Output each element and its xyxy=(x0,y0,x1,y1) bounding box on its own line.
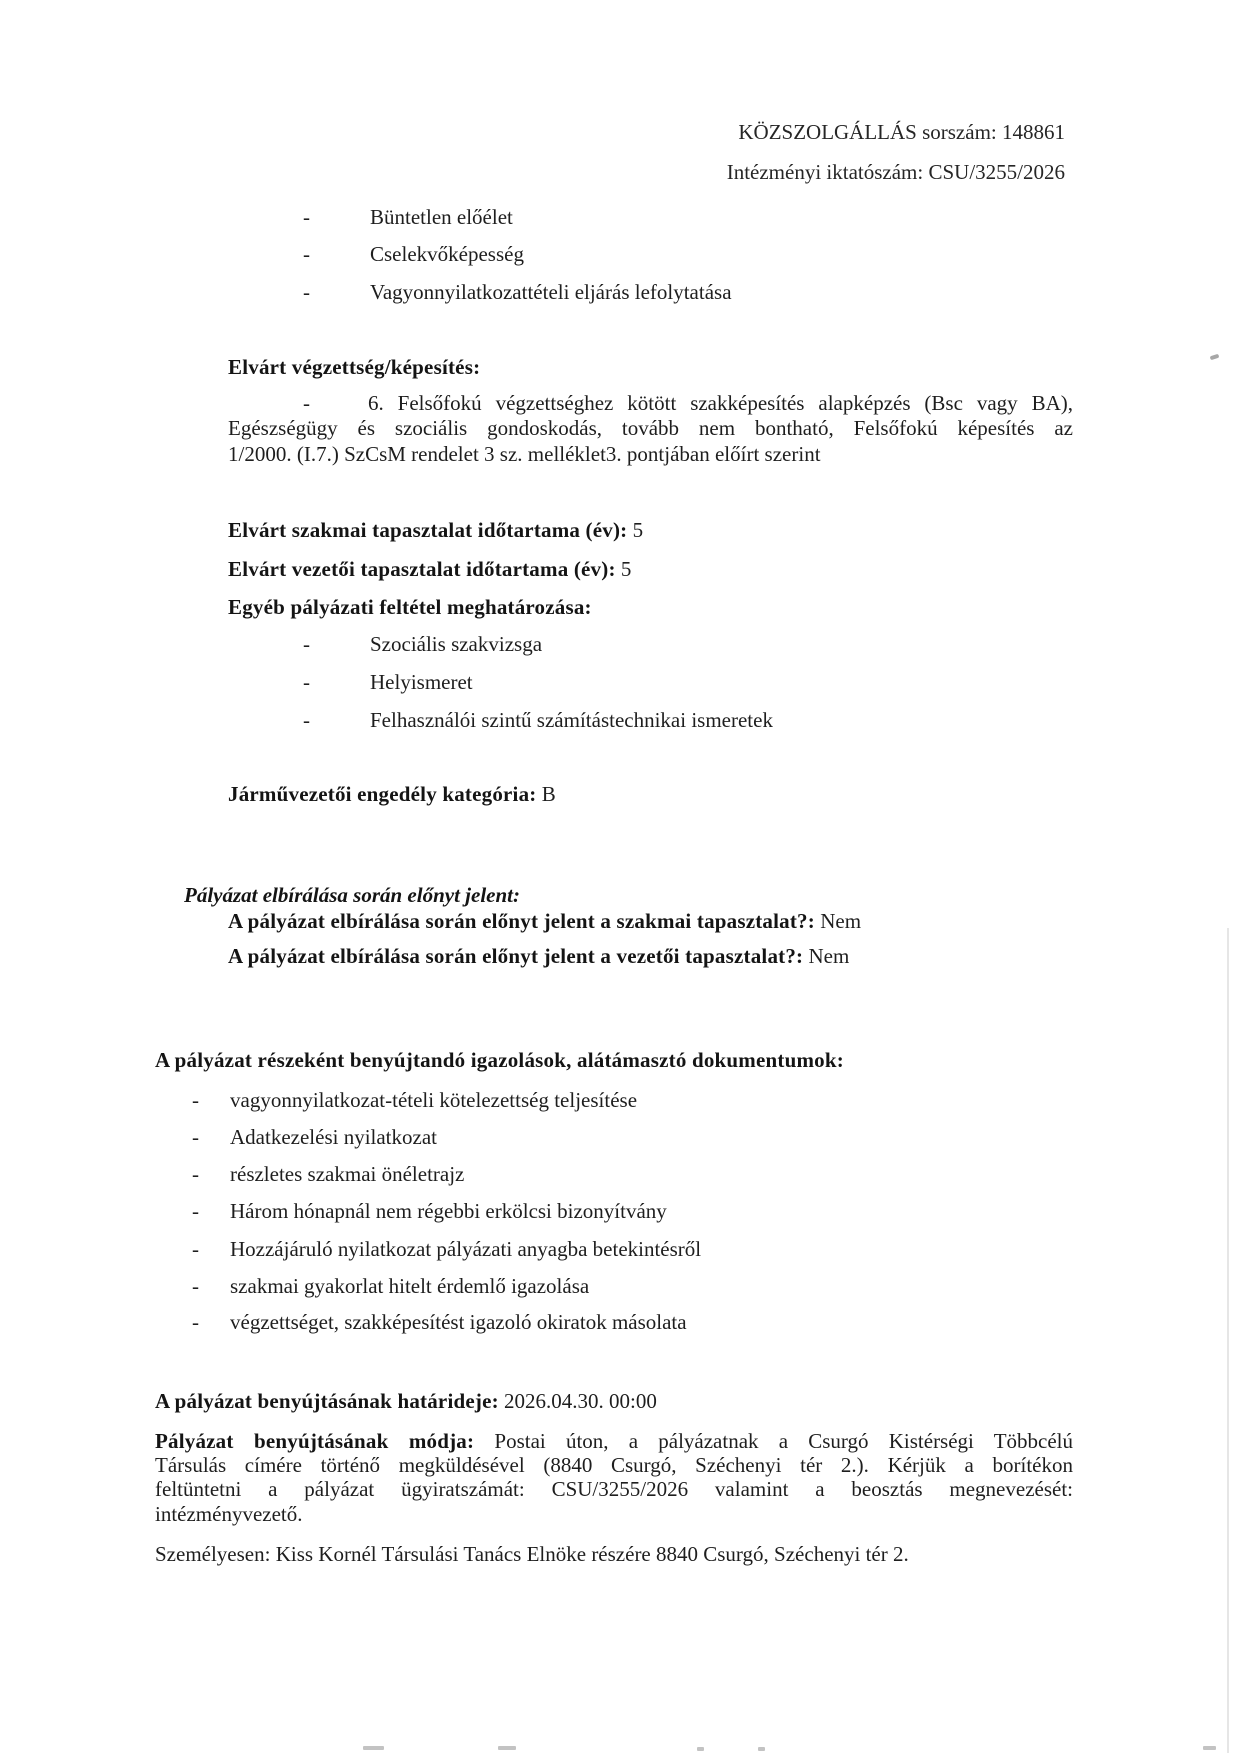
general-condition-text: Vagyonnyilatkozattételi eljárás lefolytatása xyxy=(370,280,732,304)
document-item xyxy=(192,1161,464,1187)
driving-licence-label: Járművezetői engedély kategória: xyxy=(228,782,537,806)
professional-experience-label: Elvárt szakmai tapasztalat időtartama (év): xyxy=(228,518,628,542)
deadline-value: 2026.04.30. 00:00 xyxy=(504,1389,657,1413)
document-item-text: szakmai gyakorlat hitelt érdemlő igazolása xyxy=(230,1274,590,1298)
driving-licence-line xyxy=(228,781,556,807)
bullet-dash: - xyxy=(192,1125,199,1149)
professional-experience-line xyxy=(228,517,643,543)
general-condition-text: Büntetlen előélet xyxy=(370,205,513,229)
submission-paragraph xyxy=(155,1429,1073,1526)
other-condition-text: Felhasználói szintű számítástechnikai ismeretek xyxy=(370,708,773,732)
professional-experience-value: 5 xyxy=(632,518,644,542)
advantage-leadership-line xyxy=(228,943,849,969)
qualification-paragraph xyxy=(228,391,1073,467)
bullet-dash: - xyxy=(192,1310,199,1334)
general-condition-item xyxy=(303,279,732,305)
bullet-dash: - xyxy=(303,391,310,415)
document-item xyxy=(192,1236,701,1262)
submission-label: Pályázat benyújtásának módja: xyxy=(155,1429,475,1453)
other-conditions-heading: Egyéb pályázati feltétel meghatározása: xyxy=(228,595,592,619)
document-item xyxy=(192,1273,589,1299)
scan-speck xyxy=(1210,354,1220,361)
in-person-line: Személyesen: Kiss Kornél Társulási Tanács Elnöke részére 8840 Csurgó, Széchenyi tér 2. xyxy=(155,1542,909,1566)
scan-bottom-speck xyxy=(697,1747,704,1751)
document-item-text: Hozzájáruló nyilatkozat pályázati anyagba betekintésről xyxy=(230,1237,702,1261)
header-filing-number: Intézményi iktatószám: CSU/3255/2026 xyxy=(726,160,1065,184)
bullet-dash: - xyxy=(303,280,310,304)
document-item xyxy=(192,1087,637,1113)
other-condition-item xyxy=(303,631,542,657)
deadline-line xyxy=(155,1388,657,1414)
header-serial-number: KÖZSZOLGÁLLÁS sorszám: 148861 xyxy=(738,120,1065,144)
other-condition-text: Helyismeret xyxy=(370,670,473,694)
advantage-heading: Pályázat elbírálása során előnyt jelent: xyxy=(184,883,520,907)
leadership-experience-label: Elvárt vezetői tapasztalat időtartama (év): xyxy=(228,557,616,581)
document-item-text: végzettséget, szakképesítést igazoló okiratok másolata xyxy=(230,1310,687,1334)
submission-line-3: feltüntetni a pályázat ügyiratszámát: CSU/3255/2026 valamint a beosztás megnevezését: xyxy=(155,1477,1073,1502)
bullet-dash: - xyxy=(303,708,310,732)
scan-bottom-speck xyxy=(758,1747,765,1751)
document-item xyxy=(192,1124,437,1150)
bullet-dash: - xyxy=(303,242,310,266)
document-item xyxy=(192,1309,687,1335)
qualification-line-2: Egészségügy és szociális gondoskodás, tovább nem bontható, Felsőfokú képesítés az xyxy=(228,416,1073,441)
document-item-text: Három hónapnál nem régebbi erkölcsi bizonyítvány xyxy=(230,1199,667,1223)
qualification-heading: Elvárt végzettség/képesítés: xyxy=(228,355,481,379)
scan-bottom-speck xyxy=(498,1746,516,1750)
qualification-text: 6. Felsőfokú végzettséghez kötött szakképesítés alapképzés (Bsc vagy BA), xyxy=(368,391,1073,415)
bullet-dash: - xyxy=(192,1162,199,1186)
leadership-experience-line xyxy=(228,556,631,582)
general-condition-item xyxy=(303,204,513,230)
advantage-professional-label: A pályázat elbírálása során előnyt jelent a szakmai tapasztalat?: xyxy=(228,909,815,933)
submission-line-4: intézményvezető. xyxy=(155,1501,303,1526)
general-condition-text: Cselekvőképesség xyxy=(370,242,524,266)
submission-line-2: Társulás címére történő megküldésével (8840 Csurgó, Széchenyi tér 2.). Kérjük a borítékon xyxy=(155,1453,1073,1478)
documents-heading: A pályázat részeként benyújtandó igazolások, alátámasztó dokumentumok: xyxy=(155,1048,844,1072)
bullet-dash: - xyxy=(303,632,310,656)
submission-line-1 xyxy=(155,1429,1073,1453)
advantage-professional-value: Nem xyxy=(820,909,862,933)
leadership-experience-value: 5 xyxy=(620,557,632,581)
bullet-dash: - xyxy=(192,1274,199,1298)
bullet-dash: - xyxy=(192,1088,199,1112)
bullet-dash: - xyxy=(192,1199,199,1223)
scan-bottom-speck xyxy=(1203,1746,1216,1750)
bullet-dash: - xyxy=(192,1237,199,1261)
other-condition-item xyxy=(303,669,473,695)
advantage-leadership-value: Nem xyxy=(808,944,850,968)
bullet-dash: - xyxy=(303,670,310,694)
document-item-text: Adatkezelési nyilatkozat xyxy=(230,1125,437,1149)
qualification-line-1 xyxy=(228,391,1073,416)
advantage-leadership-label: A pályázat elbírálása során előnyt jelent a vezetői tapasztalat?: xyxy=(228,944,804,968)
scan-edge-line xyxy=(1227,928,1229,1753)
deadline-label: A pályázat benyújtásának határideje: xyxy=(155,1389,499,1413)
bullet-dash: - xyxy=(303,205,310,229)
document-item xyxy=(192,1198,667,1224)
qualification-line-3: 1/2000. (I.7.) SzCsM rendelet 3 sz. melléklet3. pontjában előírt szerint xyxy=(228,441,821,466)
document-item-text: részletes szakmai önéletrajz xyxy=(230,1162,465,1186)
driving-licence-value: B xyxy=(541,782,556,806)
general-condition-item xyxy=(303,241,524,267)
submission-text: Postai úton, a pályázatnak a Csurgó Kistérségi Többcélú xyxy=(494,1429,1074,1453)
other-condition-item xyxy=(303,707,773,733)
scan-bottom-speck xyxy=(363,1746,384,1750)
advantage-professional-line xyxy=(228,908,861,934)
document-item-text: vagyonnyilatkozat-tételi kötelezettség teljesítése xyxy=(230,1088,638,1112)
other-condition-text: Szociális szakvizsga xyxy=(370,632,543,656)
